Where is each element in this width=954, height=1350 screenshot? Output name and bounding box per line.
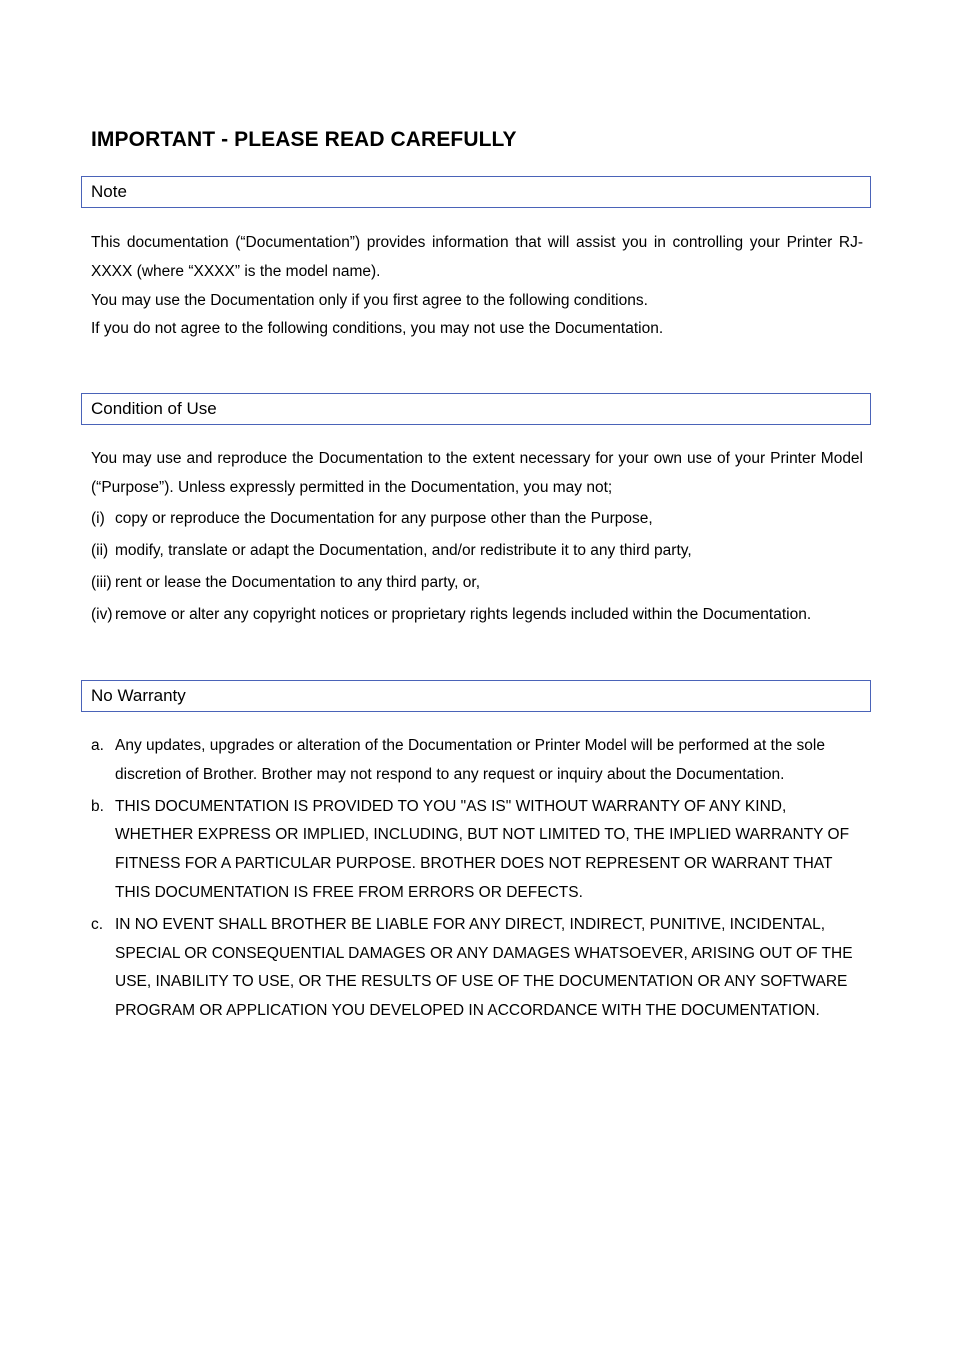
condition-item-text: remove or alter any copyright notices or proprietary rights legends included within the Documentation. (115, 605, 812, 623)
condition-heading-box (81, 393, 871, 425)
warranty-item-label: c. (91, 915, 104, 933)
condition-item (91, 567, 863, 599)
condition-item-label: (iii) (91, 573, 112, 591)
warranty-item-text: IN NO EVENT SHALL BROTHER BE LIABLE FOR ANY DIRECT, INDIRECT, PUNITIVE, INCIDENTAL, SPECIAL OR CONSEQUENTIAL DAMAGES OR ANY DAMAGES WHATSOEVER, ARISING OUT OF THE USE, INABILITY TO USE, OR THE RESULTS OF USE OF THE DOCUMENTATION OR ANY SOFTWARE PROGRAM OR APPLICATION YOU DEVELOPED IN ACCORDANCE WITH THE DOCUMENTATION. (115, 915, 853, 1020)
condition-item-label: (iv) (91, 605, 113, 623)
note-line-3: If you do not agree to the following conditions, you may not use the Documentation. (91, 320, 664, 338)
warranty-item-label: b. (91, 797, 104, 815)
warranty-item (91, 911, 863, 1026)
note-line-2: You may use the Documentation only if you first agree to the following conditions. (91, 291, 648, 309)
condition-item (91, 599, 863, 631)
condition-heading: Condition of Use (91, 399, 217, 418)
condition-body (91, 445, 863, 631)
page-title: IMPORTANT - PLEASE READ CAREFULLY (91, 128, 517, 151)
condition-item (91, 535, 863, 567)
condition-item-label: (ii) (91, 541, 109, 559)
warranty-heading: No Warranty (91, 686, 186, 705)
condition-item-text: copy or reproduce the Documentation for any purpose other than the Purpose, (115, 509, 653, 527)
condition-item-label: (i) (91, 509, 105, 527)
note-heading-box (81, 176, 871, 208)
warranty-item-text: THIS DOCUMENTATION IS PROVIDED TO YOU "AS IS" WITHOUT WARRANTY OF ANY KIND, WHETHER EXPRESS OR IMPLIED, INCLUDING, BUT NOT LIMITED TO, THE IMPLIED WARRANTY OF FITNESS FOR A PARTICULAR PURPOSE. BROTHER DOES NOT REPRESENT OR WARRANT THAT THIS DOCUMENTATION IS FREE FROM ERRORS OR DEFECTS. (115, 797, 850, 901)
condition-item-text: rent or lease the Documentation to any third party, or, (115, 573, 481, 591)
condition-item-text: modify, translate or adapt the Documentation, and/or redistribute it to any third party, (115, 541, 692, 559)
warranty-item-text: Any updates, upgrades or alteration of the Documentation or Printer Model will be performed at the sole discretion of Brother. Brother may not respond to any request or inquiry about the Documentation. (115, 737, 825, 783)
condition-intro: You may use and reproduce the Documentation to the extent necessary for your own use of your Printer Model (“Purpose”). Unless expressly permitted in the Documentation, you may not; (91, 450, 863, 496)
condition-item (91, 503, 863, 535)
note-intro: This documentation (“Documentation”) provides information that will assist you in controlling your Printer RJ-XXXX (where “XXXX” is the model name). (91, 234, 863, 280)
note-body (91, 229, 863, 344)
warranty-item (91, 793, 863, 908)
warranty-body (91, 732, 863, 1029)
warranty-item (91, 732, 863, 790)
warranty-item-label: a. (91, 737, 104, 754)
note-heading: Note (91, 182, 127, 201)
warranty-heading-box (81, 680, 871, 712)
